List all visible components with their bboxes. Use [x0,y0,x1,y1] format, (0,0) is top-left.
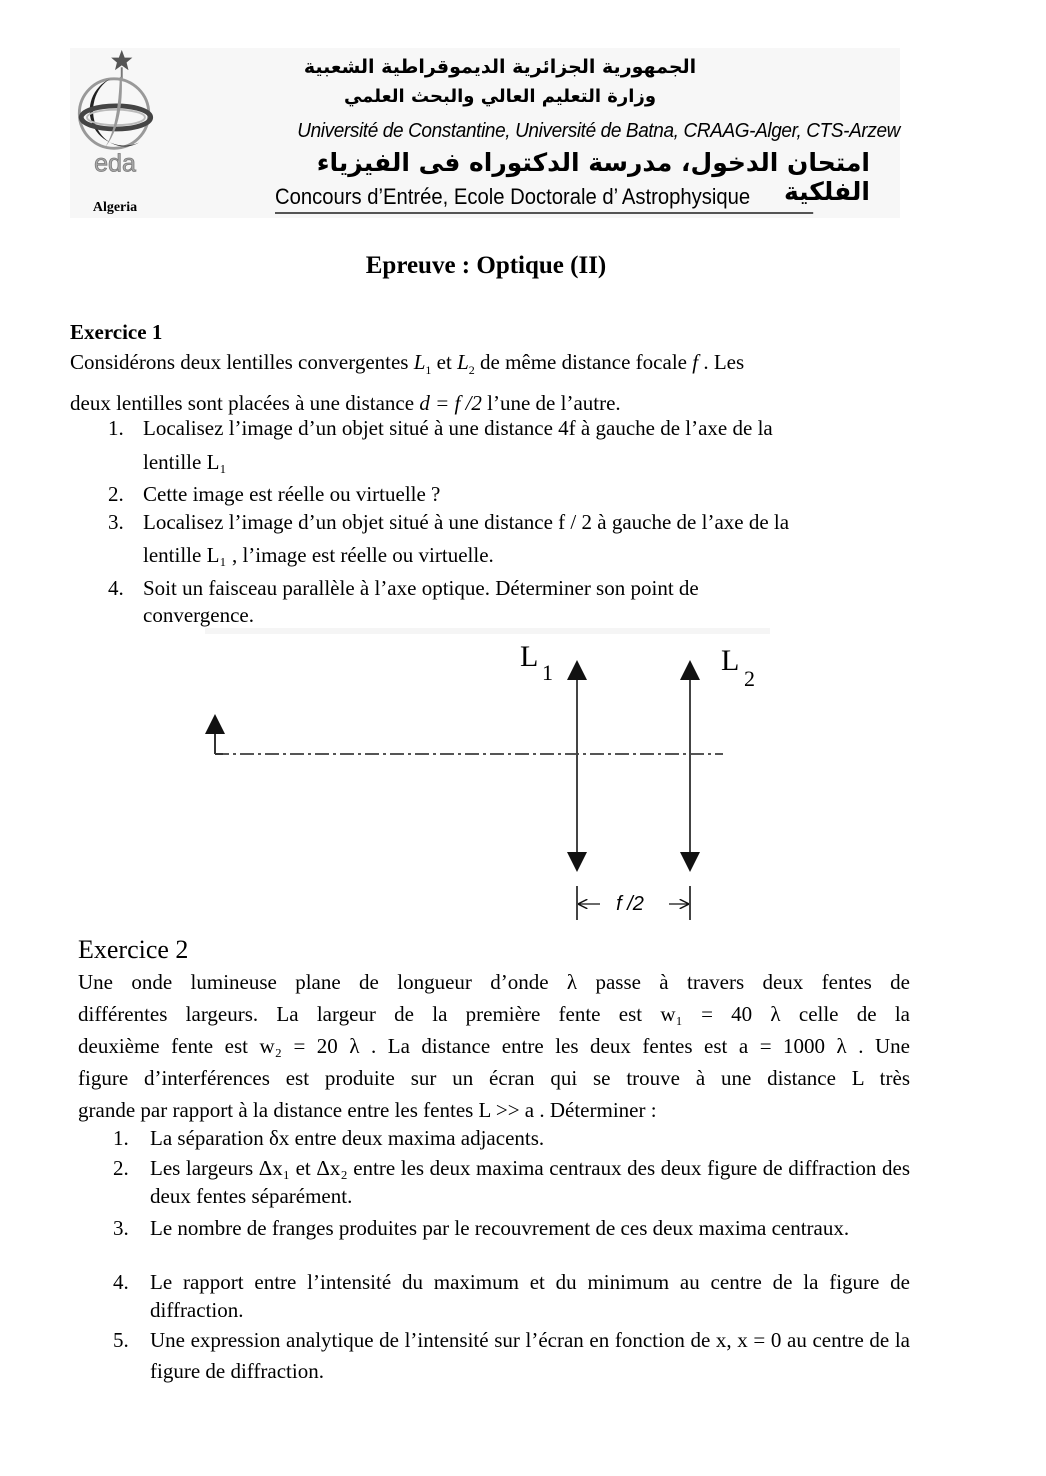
distance-label: f /2 [616,893,644,915]
paragraph-line: Une onde lumineuse plane de longueur d’onde λ passe à travers deux fentes de [78,970,910,994]
question-text: Le rapport entre l’intensité du maximum et du minimum au centre de la figure de diffraction. [150,1270,910,1322]
question-number: 4. [113,1270,129,1294]
lens-2-label: L [721,644,740,677]
exercise-1-heading: Exercice 1 [70,320,163,344]
question-number: 2. [108,482,124,506]
question-number: 3. [108,510,124,534]
question-text: Le nombre de franges produites par le recouvrement de ces deux maxima centraux. [150,1216,850,1240]
question-text: lentille L₁ , l’image est réelle ou virtuelle. [143,543,494,567]
concours-title: Concours d’Entrée, Ecole Doctorale d’ Astrophysique [275,184,813,214]
exercise-1-intro: Considérons deux lentilles convergentes $L_1$ et $L_2$ de même distance focale f . Les deux lentilles sont placées à une distance d = f /2 l’une de l’autre. [70,350,745,416]
question-text: Localisez l’image d’un objet situé à une distance 4f à gauche de l’axe de la [143,416,773,440]
paragraph-line: différentes largeurs. La largeur de la première fente est w₁ = 40 λ celle de la [78,1002,910,1026]
lens-symbol: L [457,350,469,374]
question-text: convergence. [143,603,254,627]
paragraph-line: figure d’interférences est produite sur un écran qui se trouve à une distance L très [78,1066,910,1090]
intro-text: . Les [698,350,745,374]
logo-caption: Algeria [92,200,138,215]
svg-text:eda: eda [94,149,136,178]
svg-text:1: 1 [542,660,553,685]
intro-text: deux lentilles sont placées à une distance [70,391,420,416]
question-text: La séparation δx entre deux maxima adjacents. [150,1126,545,1150]
question-text: Cette image est réelle ou virtuelle ? [143,482,441,506]
question-text: Localisez l’image d’un objet situé à une distance f / 2 à gauche de l’axe de la [143,510,790,534]
lens-diagram [205,628,770,923]
republic-name-arabic: الجمهورية الجزائرية الديموقراطية الشعبية [303,56,697,78]
intro-text: Considérons deux lentilles convergentes [70,350,414,374]
exercise-2-paragraph [78,966,910,1126]
question-number: 1. [108,416,124,440]
letterhead-banner [70,48,900,218]
lens-1-label: L [520,640,539,673]
intro-text: et [431,350,458,374]
page-title: Epreuve : Optique (II) [365,252,607,279]
paragraph-line: grande par rapport à la distance entre les fentes L >> a . Déterminer : [78,1098,657,1122]
question-number: 4. [108,576,124,600]
question-text: lentille L₁ [143,450,227,474]
question-number: 5. [113,1328,129,1352]
ministry-name-arabic: وزارة التعليم العالي والبحث العلمي [343,86,657,107]
distance-formula: d = f /2 [419,391,482,416]
question-number: 3. [113,1216,129,1240]
question-number: 2. [113,1156,129,1180]
intro-text: de même distance focale [474,350,693,374]
svg-text:2: 2 [744,666,755,691]
question-text: Les largeurs Δx₁ et Δx₂ entre les deux maxima centraux des deux figure de diffraction des deux fentes séparément. [150,1156,910,1208]
intro-text: l’une de l’autre. [481,391,621,416]
question-number: 1. [113,1126,129,1150]
exam-title-arabic: امتحان الدخول، مدرسة الدكتوراه فى الفيزياء الفلكية [316,148,870,206]
universities-line: Université de Constantine, Université de Batna, CRAAG-Alger, CTS-Arzew [297,120,901,142]
exercise-2-heading: Exercice 2 [78,935,189,964]
question-text: Soit un faisceau parallèle à l’axe optique. Déterminer son point de [143,576,699,600]
eda-logo-icon [70,48,160,183]
focal-symbol: f [692,350,699,374]
paragraph-line: deuxième fente est w₂ = 20 λ . La distance entre les deux fentes est a = 1000 λ . Une [78,1034,910,1058]
question-text: Une expression analytique de l’intensité sur l’écran en fonction de x, x = 0 au centre de la figure de diffraction. [150,1328,910,1383]
lens-symbol: L [413,350,426,374]
